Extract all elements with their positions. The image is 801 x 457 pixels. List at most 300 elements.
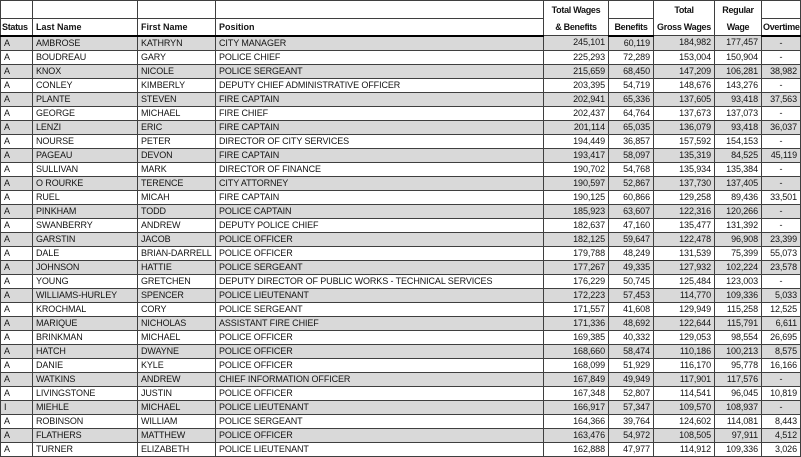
- cell-overtime[interactable]: 38,982: [762, 64, 801, 78]
- cell-last-name[interactable]: O ROURKE: [33, 176, 138, 190]
- cell-first-name[interactable]: ANDREW: [138, 372, 216, 386]
- cell-total-gross-wages[interactable]: 108,505: [654, 428, 715, 442]
- col-header-regular-wage-line2: Wage: [726, 22, 750, 32]
- cell-total-wages-and-benefits[interactable]: 166,917: [544, 400, 609, 414]
- cell-status[interactable]: A: [1, 50, 33, 64]
- cell-overtime[interactable]: 26,695: [762, 330, 801, 344]
- cell-status[interactable]: A: [1, 162, 33, 176]
- cell-position[interactable]: CITY MANAGER: [216, 36, 544, 51]
- cell-total-gross-wages[interactable]: 124,602: [654, 414, 715, 428]
- cell-overtime[interactable]: -: [762, 36, 801, 51]
- cell-last-name[interactable]: FLATHERS: [33, 428, 138, 442]
- cell-regular-wage[interactable]: 96,908: [715, 232, 762, 246]
- cell-regular-wage[interactable]: 109,336: [715, 288, 762, 302]
- cell-position[interactable]: FIRE CAPTAIN: [216, 148, 544, 162]
- cell-benefits[interactable]: 59,647: [609, 232, 654, 246]
- cell-first-name[interactable]: MICHAEL: [138, 330, 216, 344]
- cell-benefits[interactable]: 39,764: [609, 414, 654, 428]
- cell-regular-wage[interactable]: 120,266: [715, 204, 762, 218]
- cell-benefits[interactable]: 58,474: [609, 344, 654, 358]
- cell-overtime[interactable]: 8,443: [762, 414, 801, 428]
- cell-benefits[interactable]: 41,608: [609, 302, 654, 316]
- cell-total-gross-wages[interactable]: 129,053: [654, 330, 715, 344]
- cell-overtime[interactable]: 45,119: [762, 148, 801, 162]
- cell-total-wages-and-benefits[interactable]: 171,557: [544, 302, 609, 316]
- header-row-top: [1, 1, 801, 19]
- header-spacer-overtime[interactable]: [762, 1, 801, 19]
- cell-first-name[interactable]: BRIAN-DARRELL: [138, 246, 216, 260]
- cell-regular-wage[interactable]: 100,213: [715, 344, 762, 358]
- cell-last-name[interactable]: PLANTE: [33, 92, 138, 106]
- cell-status[interactable]: A: [1, 36, 33, 51]
- cell-benefits[interactable]: 68,450: [609, 64, 654, 78]
- cell-position[interactable]: POLICE OFFICER: [216, 344, 544, 358]
- cell-total-gross-wages[interactable]: 157,592: [654, 134, 715, 148]
- cell-position[interactable]: POLICE LIEUTENANT: [216, 288, 544, 302]
- cell-total-gross-wages[interactable]: 129,949: [654, 302, 715, 316]
- header-spacer-benefits[interactable]: [609, 1, 654, 19]
- cell-total-gross-wages[interactable]: 122,316: [654, 204, 715, 218]
- cell-status[interactable]: A: [1, 204, 33, 218]
- cell-last-name[interactable]: CONLEY: [33, 78, 138, 92]
- cell-total-wages-and-benefits[interactable]: 167,849: [544, 372, 609, 386]
- table-row: [1, 274, 801, 288]
- cell-position[interactable]: POLICE OFFICER: [216, 330, 544, 344]
- cell-benefits[interactable]: 65,035: [609, 120, 654, 134]
- table-row: [1, 204, 801, 218]
- cell-total-wages-and-benefits[interactable]: 163,476: [544, 428, 609, 442]
- cell-last-name[interactable]: TURNER: [33, 442, 138, 456]
- cell-overtime[interactable]: 4,512: [762, 428, 801, 442]
- cell-total-wages-and-benefits[interactable]: 162,888: [544, 442, 609, 456]
- cell-total-gross-wages[interactable]: 129,258: [654, 190, 715, 204]
- cell-benefits[interactable]: 57,453: [609, 288, 654, 302]
- table-row: [1, 316, 801, 330]
- cell-total-gross-wages[interactable]: 137,605: [654, 92, 715, 106]
- cell-overtime[interactable]: 23,578: [762, 260, 801, 274]
- cell-benefits[interactable]: 49,949: [609, 372, 654, 386]
- cell-total-gross-wages[interactable]: 114,770: [654, 288, 715, 302]
- cell-total-gross-wages[interactable]: 135,934: [654, 162, 715, 176]
- cell-total-wages-and-benefits[interactable]: 190,125: [544, 190, 609, 204]
- cell-first-name[interactable]: HATTIE: [138, 260, 216, 274]
- cell-benefits[interactable]: 48,692: [609, 316, 654, 330]
- cell-position[interactable]: FIRE CAPTAIN: [216, 190, 544, 204]
- cell-total-gross-wages[interactable]: 135,319: [654, 148, 715, 162]
- cell-last-name[interactable]: DALE: [33, 246, 138, 260]
- cell-regular-wage[interactable]: 115,258: [715, 302, 762, 316]
- cell-overtime[interactable]: -: [762, 50, 801, 64]
- cell-overtime[interactable]: 3,026: [762, 442, 801, 456]
- cell-last-name[interactable]: BRINKMAN: [33, 330, 138, 344]
- cell-benefits[interactable]: 51,929: [609, 358, 654, 372]
- cell-status[interactable]: A: [1, 218, 33, 232]
- cell-position[interactable]: DEPUTY DIRECTOR OF PUBLIC WORKS - TECHNICAL SERVICES: [216, 274, 544, 288]
- cell-total-gross-wages[interactable]: 109,570: [654, 400, 715, 414]
- cell-overtime[interactable]: 16,166: [762, 358, 801, 372]
- header-spacer-last-name[interactable]: [33, 1, 138, 19]
- cell-benefits[interactable]: 65,336: [609, 92, 654, 106]
- cell-overtime[interactable]: 5,033: [762, 288, 801, 302]
- cell-overtime[interactable]: 36,037: [762, 120, 801, 134]
- cell-last-name[interactable]: ROBINSON: [33, 414, 138, 428]
- cell-total-gross-wages[interactable]: 116,170: [654, 358, 715, 372]
- cell-position[interactable]: FIRE CHIEF: [216, 106, 544, 120]
- cell-position[interactable]: DEPUTY POLICE CHIEF: [216, 218, 544, 232]
- cell-first-name[interactable]: MICAH: [138, 190, 216, 204]
- cell-position[interactable]: ASSISTANT FIRE CHIEF: [216, 316, 544, 330]
- cell-regular-wage[interactable]: 154,153: [715, 134, 762, 148]
- col-header-position[interactable]: Position: [216, 18, 544, 36]
- cell-total-gross-wages[interactable]: 153,004: [654, 50, 715, 64]
- cell-benefits[interactable]: 60,119: [609, 36, 654, 51]
- cell-total-wages-and-benefits[interactable]: 182,637: [544, 218, 609, 232]
- cell-position[interactable]: POLICE OFFICER: [216, 246, 544, 260]
- cell-position[interactable]: POLICE SERGEANT: [216, 64, 544, 78]
- table-row: [1, 106, 801, 120]
- cell-status[interactable]: A: [1, 372, 33, 386]
- cell-benefits[interactable]: 58,097: [609, 148, 654, 162]
- cell-status[interactable]: A: [1, 260, 33, 274]
- cell-first-name[interactable]: ANDREW: [138, 218, 216, 232]
- table-row: [1, 64, 801, 78]
- cell-first-name[interactable]: JUSTIN: [138, 386, 216, 400]
- cell-benefits[interactable]: 36,857: [609, 134, 654, 148]
- cell-last-name[interactable]: NOURSE: [33, 134, 138, 148]
- cell-regular-wage[interactable]: 114,081: [715, 414, 762, 428]
- cell-total-wages-and-benefits[interactable]: 202,437: [544, 106, 609, 120]
- cell-status[interactable]: A: [1, 134, 33, 148]
- cell-first-name[interactable]: ELIZABETH: [138, 442, 216, 456]
- cell-status[interactable]: A: [1, 148, 33, 162]
- cell-overtime[interactable]: 55,073: [762, 246, 801, 260]
- cell-total-wages-and-benefits[interactable]: 201,114: [544, 120, 609, 134]
- cell-position[interactable]: POLICE SERGEANT: [216, 414, 544, 428]
- cell-benefits[interactable]: 50,745: [609, 274, 654, 288]
- col-header-gross-wages-line1: Total: [674, 5, 694, 15]
- cell-total-wages-and-benefits[interactable]: 202,941: [544, 92, 609, 106]
- cell-regular-wage[interactable]: 106,281: [715, 64, 762, 78]
- cell-overtime[interactable]: -: [762, 372, 801, 386]
- cell-overtime[interactable]: -: [762, 274, 801, 288]
- cell-total-gross-wages[interactable]: 110,186: [654, 344, 715, 358]
- cell-overtime[interactable]: -: [762, 106, 801, 120]
- cell-position[interactable]: POLICE CHIEF: [216, 50, 544, 64]
- cell-total-wages-and-benefits[interactable]: 176,229: [544, 274, 609, 288]
- cell-total-wages-and-benefits[interactable]: 169,385: [544, 330, 609, 344]
- cell-last-name[interactable]: GEORGE: [33, 106, 138, 120]
- table-row: [1, 148, 801, 162]
- cell-benefits[interactable]: 72,289: [609, 50, 654, 64]
- cell-status[interactable]: A: [1, 232, 33, 246]
- col-header-status[interactable]: Status: [1, 18, 33, 36]
- cell-status[interactable]: A: [1, 190, 33, 204]
- cell-status[interactable]: A: [1, 330, 33, 344]
- cell-total-wages-and-benefits[interactable]: 225,293: [544, 50, 609, 64]
- cell-total-gross-wages[interactable]: 148,676: [654, 78, 715, 92]
- cell-regular-wage[interactable]: 102,224: [715, 260, 762, 274]
- cell-regular-wage[interactable]: 143,276: [715, 78, 762, 92]
- table-row: [1, 302, 801, 316]
- cell-first-name[interactable]: JACOB: [138, 232, 216, 246]
- cell-status[interactable]: A: [1, 288, 33, 302]
- cell-status[interactable]: A: [1, 176, 33, 190]
- col-header-benefits[interactable]: Benefits: [609, 18, 654, 36]
- table-row: [1, 260, 801, 274]
- cell-overtime[interactable]: 33,501: [762, 190, 801, 204]
- cell-position[interactable]: POLICE LIEUTENANT: [216, 400, 544, 414]
- cell-overtime[interactable]: 8,575: [762, 344, 801, 358]
- cell-total-wages-and-benefits[interactable]: 182,125: [544, 232, 609, 246]
- cell-benefits[interactable]: 47,977: [609, 442, 654, 456]
- cell-first-name[interactable]: NICOLE: [138, 64, 216, 78]
- col-header-overtime[interactable]: Overtime: [762, 18, 801, 36]
- cell-total-gross-wages[interactable]: 127,932: [654, 260, 715, 274]
- cell-total-gross-wages[interactable]: 117,901: [654, 372, 715, 386]
- cell-benefits[interactable]: 47,160: [609, 218, 654, 232]
- cell-last-name[interactable]: LIVINGSTONE: [33, 386, 138, 400]
- cell-total-gross-wages[interactable]: 131,539: [654, 246, 715, 260]
- cell-total-wages-and-benefits[interactable]: 215,659: [544, 64, 609, 78]
- cell-overtime[interactable]: -: [762, 204, 801, 218]
- cell-regular-wage[interactable]: 84,525: [715, 148, 762, 162]
- cell-first-name[interactable]: WILLIAM: [138, 414, 216, 428]
- cell-status[interactable]: A: [1, 428, 33, 442]
- cell-last-name[interactable]: HATCH: [33, 344, 138, 358]
- table-row: [1, 358, 801, 372]
- cell-position[interactable]: POLICE OFFICER: [216, 428, 544, 442]
- cell-regular-wage[interactable]: 93,418: [715, 92, 762, 106]
- cell-benefits[interactable]: 52,867: [609, 176, 654, 190]
- cell-total-wages-and-benefits[interactable]: 168,660: [544, 344, 609, 358]
- cell-overtime[interactable]: -: [762, 400, 801, 414]
- cell-status[interactable]: A: [1, 274, 33, 288]
- col-header-last-name[interactable]: Last Name: [33, 18, 138, 36]
- cell-total-gross-wages[interactable]: 147,209: [654, 64, 715, 78]
- cell-status[interactable]: A: [1, 302, 33, 316]
- cell-overtime[interactable]: 23,399: [762, 232, 801, 246]
- cell-status[interactable]: A: [1, 442, 33, 456]
- cell-benefits[interactable]: 54,768: [609, 162, 654, 176]
- cell-first-name[interactable]: DEVON: [138, 148, 216, 162]
- cell-last-name[interactable]: MIEHLE: [33, 400, 138, 414]
- cell-last-name[interactable]: LENZI: [33, 120, 138, 134]
- cell-regular-wage[interactable]: 98,554: [715, 330, 762, 344]
- cell-position[interactable]: DIRECTOR OF FINANCE: [216, 162, 544, 176]
- cell-status[interactable]: A: [1, 316, 33, 330]
- cell-status[interactable]: I: [1, 400, 33, 414]
- cell-total-wages-and-benefits[interactable]: 171,336: [544, 316, 609, 330]
- cell-status[interactable]: A: [1, 120, 33, 134]
- cell-regular-wage[interactable]: 177,457: [715, 36, 762, 51]
- cell-total-gross-wages[interactable]: 125,484: [654, 274, 715, 288]
- cell-last-name[interactable]: PAGEAU: [33, 148, 138, 162]
- cell-last-name[interactable]: SULLIVAN: [33, 162, 138, 176]
- cell-first-name[interactable]: CORY: [138, 302, 216, 316]
- cell-benefits[interactable]: 63,607: [609, 204, 654, 218]
- cell-first-name[interactable]: PETER: [138, 134, 216, 148]
- cell-benefits[interactable]: 64,764: [609, 106, 654, 120]
- cell-last-name[interactable]: SWANBERRY: [33, 218, 138, 232]
- cell-position[interactable]: POLICE OFFICER: [216, 232, 544, 246]
- cell-first-name[interactable]: TERENCE: [138, 176, 216, 190]
- cell-first-name[interactable]: KYLE: [138, 358, 216, 372]
- cell-regular-wage[interactable]: 115,791: [715, 316, 762, 330]
- cell-position[interactable]: DIRECTOR OF CITY SERVICES: [216, 134, 544, 148]
- cell-last-name[interactable]: AMBROSE: [33, 36, 138, 51]
- cell-total-wages-and-benefits[interactable]: 190,597: [544, 176, 609, 190]
- cell-position[interactable]: DEPUTY CHIEF ADMINISTRATIVE OFFICER: [216, 78, 544, 92]
- cell-first-name[interactable]: KIMBERLY: [138, 78, 216, 92]
- cell-position[interactable]: CITY ATTORNEY: [216, 176, 544, 190]
- cell-last-name[interactable]: KNOX: [33, 64, 138, 78]
- cell-status[interactable]: A: [1, 386, 33, 400]
- cell-total-gross-wages[interactable]: 122,644: [654, 316, 715, 330]
- col-header-total-wages-and-benefits[interactable]: [544, 1, 609, 36]
- cell-first-name[interactable]: KATHRYN: [138, 36, 216, 51]
- cell-total-gross-wages[interactable]: 137,730: [654, 176, 715, 190]
- cell-first-name[interactable]: NICHOLAS: [138, 316, 216, 330]
- cell-last-name[interactable]: DANIE: [33, 358, 138, 372]
- cell-regular-wage[interactable]: 109,336: [715, 442, 762, 456]
- cell-first-name[interactable]: GARY: [138, 50, 216, 64]
- cell-total-wages-and-benefits[interactable]: 168,099: [544, 358, 609, 372]
- cell-total-gross-wages[interactable]: 137,673: [654, 106, 715, 120]
- cell-regular-wage[interactable]: 96,045: [715, 386, 762, 400]
- cell-last-name[interactable]: MARIQUE: [33, 316, 138, 330]
- cell-last-name[interactable]: KROCHMAL: [33, 302, 138, 316]
- cell-regular-wage[interactable]: 137,073: [715, 106, 762, 120]
- cell-total-gross-wages[interactable]: 135,477: [654, 218, 715, 232]
- cell-status[interactable]: A: [1, 64, 33, 78]
- cell-regular-wage[interactable]: 150,904: [715, 50, 762, 64]
- cell-position[interactable]: FIRE CAPTAIN: [216, 120, 544, 134]
- cell-benefits[interactable]: 49,335: [609, 260, 654, 274]
- cell-last-name[interactable]: WILLIAMS-HURLEY: [33, 288, 138, 302]
- cell-total-gross-wages[interactable]: 114,541: [654, 386, 715, 400]
- cell-status[interactable]: A: [1, 344, 33, 358]
- cell-first-name[interactable]: MICHAEL: [138, 106, 216, 120]
- cell-status[interactable]: A: [1, 78, 33, 92]
- cell-position[interactable]: POLICE OFFICER: [216, 358, 544, 372]
- cell-first-name[interactable]: MATTHEW: [138, 428, 216, 442]
- col-header-regular-wage[interactable]: [715, 1, 762, 36]
- cell-status[interactable]: A: [1, 414, 33, 428]
- cell-total-gross-wages[interactable]: 136,079: [654, 120, 715, 134]
- cell-position[interactable]: POLICE OFFICER: [216, 386, 544, 400]
- cell-overtime[interactable]: 12,525: [762, 302, 801, 316]
- cell-first-name[interactable]: TODD: [138, 204, 216, 218]
- cell-first-name[interactable]: MICHAEL: [138, 400, 216, 414]
- cell-total-wages-and-benefits[interactable]: 172,223: [544, 288, 609, 302]
- cell-benefits[interactable]: 48,249: [609, 246, 654, 260]
- header-spacer-status[interactable]: [1, 1, 33, 19]
- cell-overtime[interactable]: -: [762, 134, 801, 148]
- cell-regular-wage[interactable]: 123,003: [715, 274, 762, 288]
- cell-total-wages-and-benefits[interactable]: 190,702: [544, 162, 609, 176]
- cell-last-name[interactable]: YOUNG: [33, 274, 138, 288]
- cell-first-name[interactable]: MARK: [138, 162, 216, 176]
- cell-position[interactable]: CHIEF INFORMATION OFFICER: [216, 372, 544, 386]
- cell-regular-wage[interactable]: 117,576: [715, 372, 762, 386]
- cell-overtime[interactable]: 37,563: [762, 92, 801, 106]
- cell-regular-wage[interactable]: 95,778: [715, 358, 762, 372]
- cell-regular-wage[interactable]: 97,911: [715, 428, 762, 442]
- cell-benefits[interactable]: 57,347: [609, 400, 654, 414]
- cell-total-gross-wages[interactable]: 184,982: [654, 36, 715, 51]
- cell-regular-wage[interactable]: 108,937: [715, 400, 762, 414]
- cell-total-gross-wages[interactable]: 122,478: [654, 232, 715, 246]
- cell-regular-wage[interactable]: 75,399: [715, 246, 762, 260]
- cell-position[interactable]: POLICE SERGEANT: [216, 302, 544, 316]
- cell-regular-wage[interactable]: 137,405: [715, 176, 762, 190]
- cell-benefits[interactable]: 60,866: [609, 190, 654, 204]
- cell-status[interactable]: A: [1, 92, 33, 106]
- cell-first-name[interactable]: GRETCHEN: [138, 274, 216, 288]
- cell-regular-wage[interactable]: 93,418: [715, 120, 762, 134]
- cell-overtime[interactable]: -: [762, 176, 801, 190]
- col-header-total-wages-line2: & Benefits: [555, 22, 597, 32]
- cell-benefits[interactable]: 54,719: [609, 78, 654, 92]
- cell-total-wages-and-benefits[interactable]: 245,101: [544, 36, 609, 51]
- cell-last-name[interactable]: RUEL: [33, 190, 138, 204]
- cell-status[interactable]: A: [1, 246, 33, 260]
- cell-first-name[interactable]: SPENCER: [138, 288, 216, 302]
- cell-overtime[interactable]: -: [762, 162, 801, 176]
- cell-benefits[interactable]: 40,332: [609, 330, 654, 344]
- cell-benefits[interactable]: 54,972: [609, 428, 654, 442]
- cell-total-wages-and-benefits[interactable]: 193,417: [544, 148, 609, 162]
- cell-regular-wage[interactable]: 135,384: [715, 162, 762, 176]
- cell-total-wages-and-benefits[interactable]: 164,366: [544, 414, 609, 428]
- cell-position[interactable]: POLICE SERGEANT: [216, 260, 544, 274]
- cell-overtime[interactable]: 10,819: [762, 386, 801, 400]
- cell-position[interactable]: POLICE CAPTAIN: [216, 204, 544, 218]
- cell-total-wages-and-benefits[interactable]: 177,267: [544, 260, 609, 274]
- table-body: [1, 36, 801, 457]
- cell-last-name[interactable]: BOUDREAU: [33, 50, 138, 64]
- cell-total-wages-and-benefits[interactable]: 185,923: [544, 204, 609, 218]
- table-row: [1, 288, 801, 302]
- cell-status[interactable]: A: [1, 106, 33, 120]
- cell-first-name[interactable]: ERIC: [138, 120, 216, 134]
- header-spacer-position[interactable]: [216, 1, 544, 19]
- cell-last-name[interactable]: PINKHAM: [33, 204, 138, 218]
- col-header-first-name[interactable]: First Name: [138, 18, 216, 36]
- cell-total-wages-and-benefits[interactable]: 194,449: [544, 134, 609, 148]
- col-header-total-gross-wages[interactable]: [654, 1, 715, 36]
- cell-overtime[interactable]: -: [762, 78, 801, 92]
- cell-total-gross-wages[interactable]: 114,912: [654, 442, 715, 456]
- cell-first-name[interactable]: STEVEN: [138, 92, 216, 106]
- cell-last-name[interactable]: WATKINS: [33, 372, 138, 386]
- cell-position[interactable]: FIRE CAPTAIN: [216, 92, 544, 106]
- cell-total-wages-and-benefits[interactable]: 179,788: [544, 246, 609, 260]
- cell-last-name[interactable]: GARSTIN: [33, 232, 138, 246]
- cell-total-wages-and-benefits[interactable]: 167,348: [544, 386, 609, 400]
- cell-total-wages-and-benefits[interactable]: 203,395: [544, 78, 609, 92]
- cell-benefits[interactable]: 52,807: [609, 386, 654, 400]
- cell-position[interactable]: POLICE LIEUTENANT: [216, 442, 544, 456]
- cell-status[interactable]: A: [1, 358, 33, 372]
- cell-overtime[interactable]: 6,611: [762, 316, 801, 330]
- cell-regular-wage[interactable]: 131,392: [715, 218, 762, 232]
- cell-last-name[interactable]: JOHNSON: [33, 260, 138, 274]
- cell-first-name[interactable]: DWAYNE: [138, 344, 216, 358]
- cell-overtime[interactable]: -: [762, 218, 801, 232]
- header-spacer-first-name[interactable]: [138, 1, 216, 19]
- cell-regular-wage[interactable]: 89,436: [715, 190, 762, 204]
